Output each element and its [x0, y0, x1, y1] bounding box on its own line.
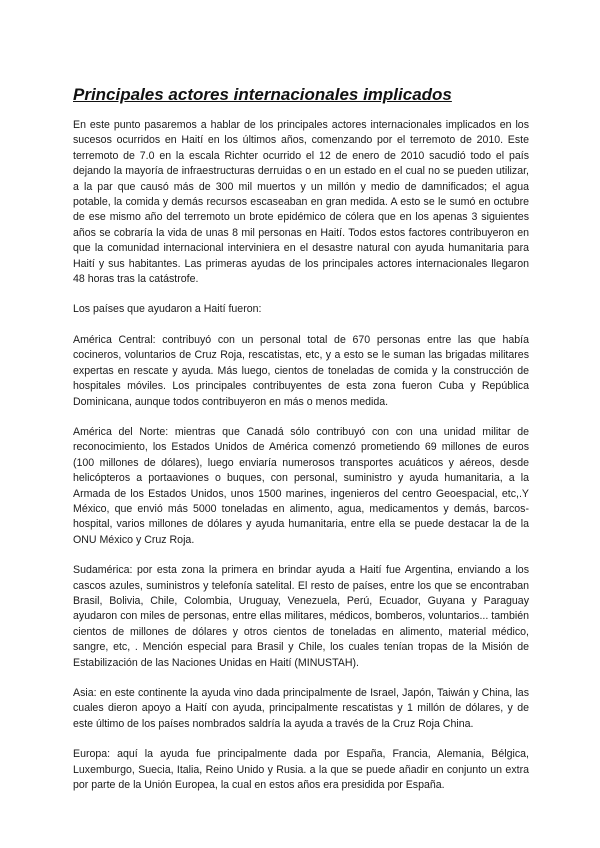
paragraph-central-america: América Central: contribuyó con un personal total de 670 personas entre las que había cocineros, voluntarios de Cruz Roja, rescatistas, etc, y a esto se le suman las brigadas militares expertas en rescate y ayuda. Más luego, cientos de toneladas de comida y la construcción de hospitales móviles. Los principales contribuyentes de esta zona fueron Cuba y República Dominicana, aunque todos contribuyeron en más o menos medida.: [73, 333, 529, 408]
paragraph-north-america: América del Norte: mientras que Canadá sólo contribuyó con con una unidad militar de reconocimiento, los Estados Unidos de América comenzó prometiendo 69 millones de euros (100 millones de dólares), luego enviaría numerosos transportes acuáticos y aéreos, desde helicópteros a portaaviones o buques, con personal, suministro y ayuda humanitaria, a la Armada de los Estados Unidos, unos 1500 marines, ingenieros del centro Geoespacial, etc,.Y México, que envió más 5000 toneladas en alimento, agua, medicamentos y demás, barcos-hospital, varios millones de dólares y ayuda humanitaria, entre ella se puede destacar la de la ONU México y Cruz Roja.: [73, 425, 529, 546]
paragraph-asia: Asia: en este continente la ayuda vino dada principalmente de Israel, Japón, Taiwán y China, las cuales dieron apoyo a Haití con ayuda, principalmente rescatistas y 1 millón de dólares, y de este último de los países nombrados saldría la ayuda a través de la Cruz Roja China.: [73, 687, 529, 730]
paragraph-europe: Europa: aquí la ayuda fue principalmente dada por España, Francia, Alemania, Bélgica, Luxemburgo, Suecia, Italia, Reino Unido y Rusia. a la que se puede añadir en conjunto un extra por parte de la Unión Europea, la cual en estos años era presidida por España.: [73, 748, 529, 792]
document-body: [73, 84, 529, 808]
paragraph-countries-intro: Los países que ayudaron a Haití fueron:: [73, 303, 262, 316]
paragraph-intro: En este punto pasaremos a hablar de los principales actores internacionales implicados en los sucesos ocurridos en Haití en los últimos años, comenzando por el terremoto de 2010. Este terremoto de 7.0 en la escala Richter ocurrido el 12 de enero de 2010 sacudió todo el país dejando la mayoría de infraestructuras derruidas o en un estado en el cual no se pueden utilizar, a la par que causó más de 300 mil muertos y un millón y medio de damnificados; el agua potable, la comida y demás recursos escaseaban en gran medida. A esto se le sumó en octubre de ese mismo año del terremoto un brote epidémico de cólera que en los apenas 3 siguientes años se cobraría la vida de unas 8 mil personas en Haití. Todos estos factores contribuyeron en que la comunidad internacional interviniera en el desastre natural con ayuda humanitaria para Haití y sus habitantes. Las primeras ayudas de los principales actores internacionales llegaron 48 horas tras la catástrofe.: [73, 119, 529, 286]
paragraph-south-america: Sudamérica: por esta zona la primera en brindar ayuda a Haití fue Argentina, enviando a los cascos azules, suministros y telefonía satelital. El resto de países, entre los que se encontraban Brasil, Bolivia, Chile, Colombia, Uruguay, Venezuela, Perú, Ecuador, Guyana y Paraguay ayudaron con miles de personas, entre ellas militares, médicos, bomberos, voluntarios... también cientos de millones de dólares y otros cientos de toneladas en alimento, material médico, sangre, etc, . Mención especial para Brasil y Chile, los cuales tenían tropas de la Misión de Estabilización de las Naciones Unidas en Haití (MINUSTAH).: [73, 564, 529, 669]
document-title: Principales actores internacionales implicados: [73, 85, 452, 104]
